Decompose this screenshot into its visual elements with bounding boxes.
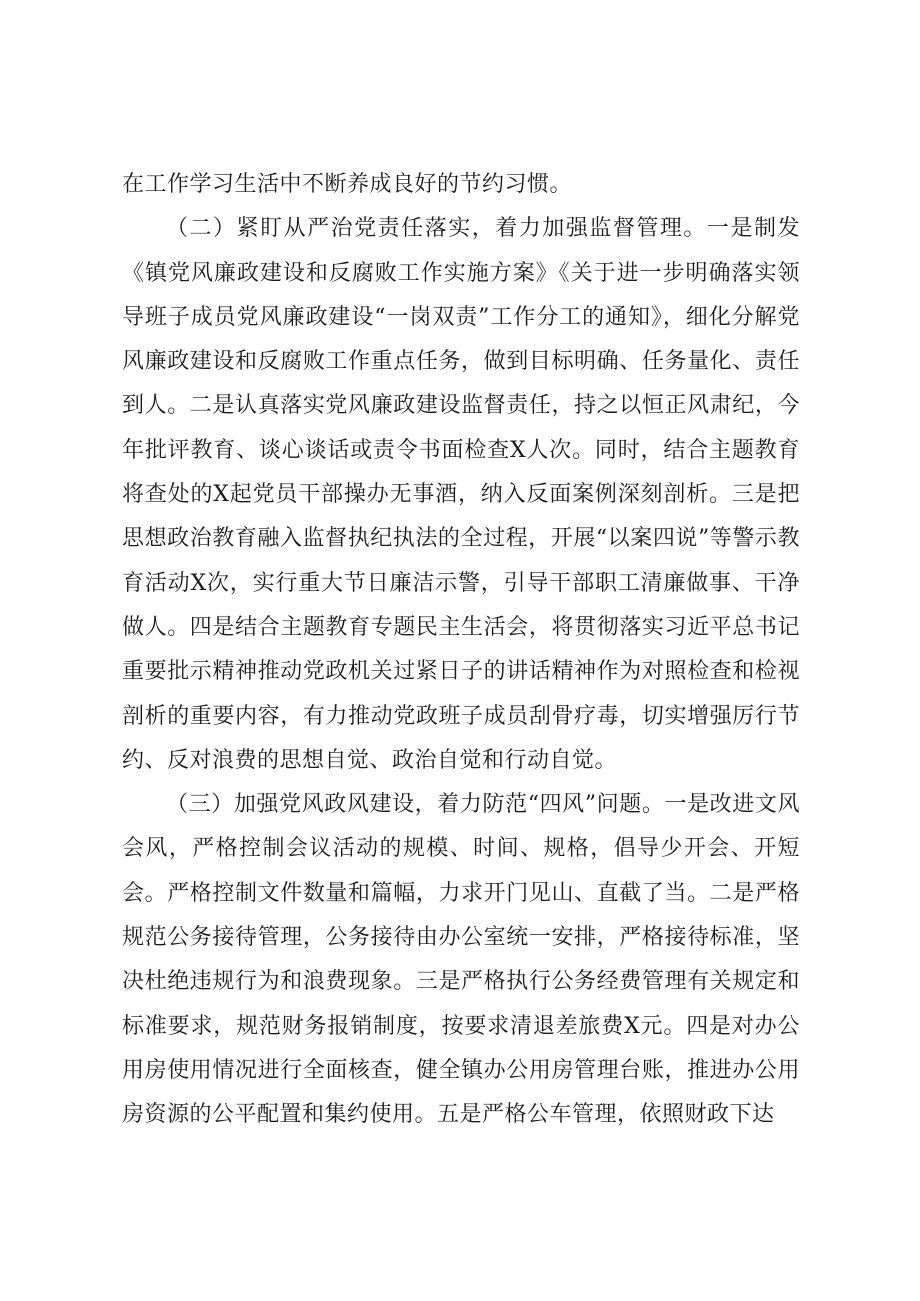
paragraph-continuation: 在工作学习生活中不断养成良好的节约习惯。	[122, 172, 573, 197]
document-body	[122, 163, 800, 1138]
paragraph-section-three: （三）加强党风政风建设，着力防范“四风”问题。一是改进文风会风，严格控制会议活动的规模、时间、规格，倡导少开会、开短会。严格控制文件数量和篇幅，力求开门见山、直截了当。二是严格规范公务接待管理，公务接待由办公室统一安排，严格接待标准，坚决杜绝违规行为和浪费现象。三是严格执行公务经费管理有关规定和标准要求，规范财务报销制度，按要求清退差旅费X元。四是对办公用房使用情况进行全面核查，健全镇办公用房管理台账，推进办公用房资源的公平配置和集约使用。五是严格公车管理，依照财政下达	[122, 792, 800, 1128]
paragraph-section-two: （二）紧盯从严治党责任落实，着力加强监督管理。一是制发《镇党风廉政建设和反腐败工作实施方案》《关于进一步明确落实领导班子成员党风廉政建设“一岗双责”工作分工的通知》，细化分解党风廉政建设和反腐败工作重点任务，做到目标明确、任务量化、责任到人。二是认真落实党风廉政建设监督责任，持之以恒正风肃纪，今年批评教育、谈心谈话或责令书面检查X人次。同时，结合主题教育将查处的X起党员干部操办无事酒，纳入反面案例深刻剖析。三是把思想政治教育融入监督执纪执法的全过程，开展“以案四说”等警示教育活动X次，实行重大节日廉洁示警，引导干部职工清廉做事、干净做人。四是结合主题教育专题民主生活会，将贯彻落实习近平总书记重要批示精神推动党政机关过紧日子的讲话精神作为对照检查和检视剖析的重要内容，有力推动党政班子成员刮骨疗毒，切实增强厉行节约、反对浪费的思想自觉、政治自觉和行动自觉。	[122, 216, 800, 773]
